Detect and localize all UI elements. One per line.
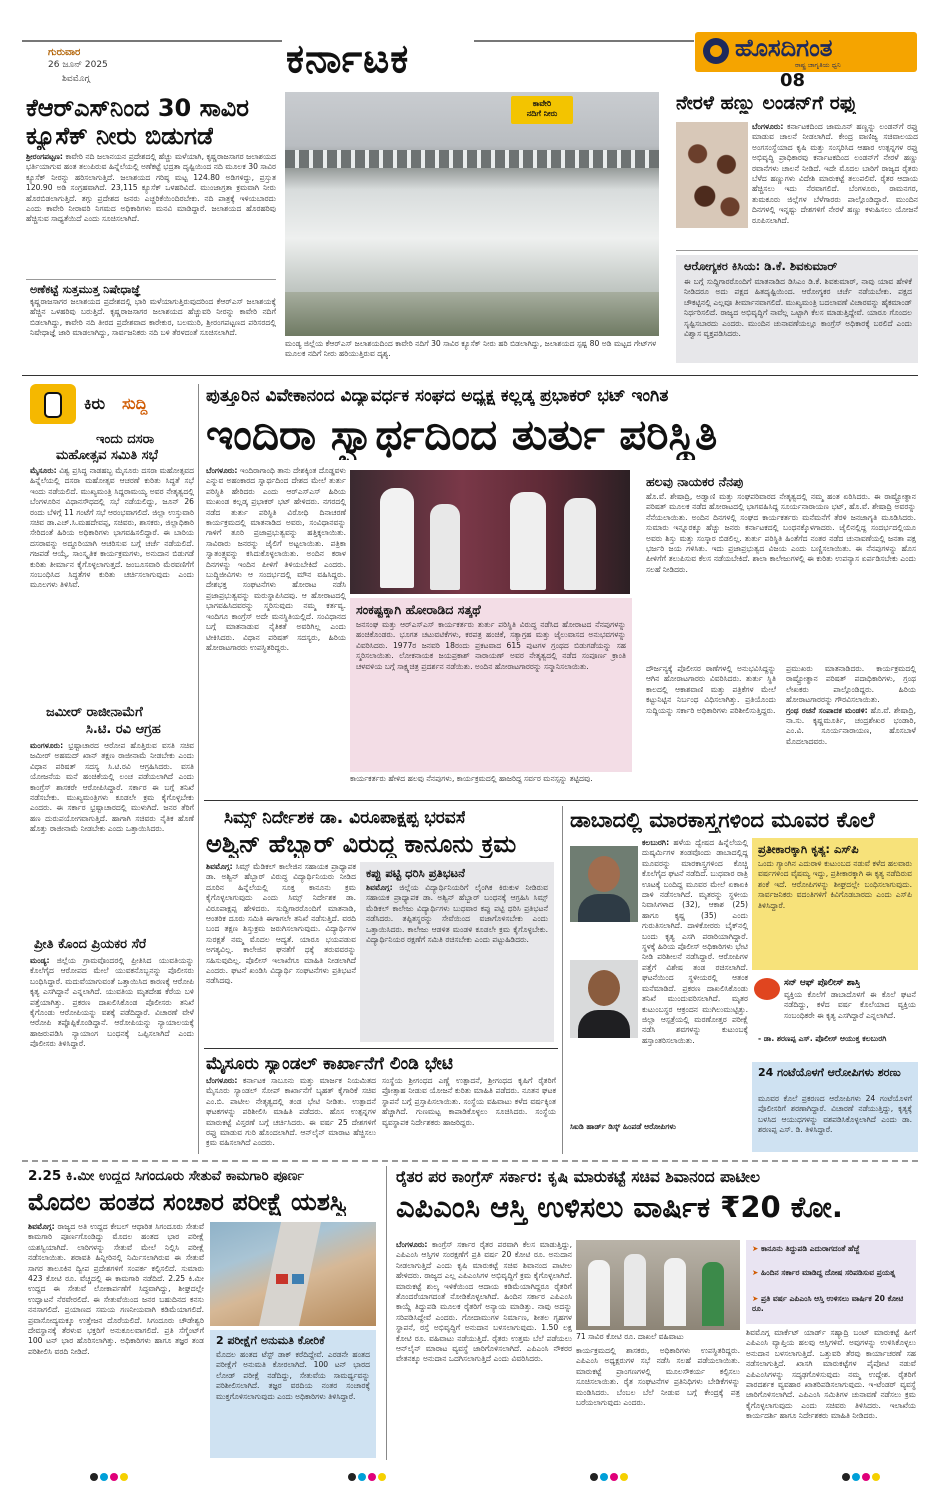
kiru-b3-text: ಜಿಲ್ಲೆಯ ಗ್ರಾಮವೊಂದರಲ್ಲಿ ಪ್ರೀತಿಸಿದ ಯುವತಿಯನ್ನು ಕೊಲೆಗೈದ ಆರೋಪದ ಮೇಲೆ ಯುವಕನೊಬ್ಬನನ್ನು ಪೊಲೀಸರು ಬಂಧಿಸಿದ್ದಾರೆ. ಮದುವೆಯಾಗುವಂತೆ ಒತ್ತಾಯಿಸಿದ ಕಾರಣಕ್ಕೆ ಆರೋಪಿ ಕೃತ್ಯ ಎಸಗಿದ್ದಾನೆ ಎನ್ನಲಾಗಿದೆ. ಯುವತಿಯ ಮೃತದೇಹ ಕೆರೆಯ ಬಳಿ ಪತ್ತೆಯಾಗಿತ್ತು. ಪ್ರಕರಣ ದಾಖಲಿಸಿಕೊಂಡ ಪೊಲೀಸರು ತನಿಖೆ ಕೈಗೊಂಡು ಆರೋಪಿಯನ್ನು ವಶಕ್ಕೆ ಪಡೆದಿದ್ದಾರೆ. ವಿಚಾರಣೆ ವೇಳೆ ಆರೋಪಿ ತಪ್ಪೊಪ್ಪಿಕೊಂಡಿದ್ದಾನೆ. ಆರೋಪಿಯನ್ನು ನ್ಯಾಯಾಲಯಕ್ಕೆ ಹಾಜರುಪಡಿಸಿ ನ್ಯಾಯಾಂಗ ಬಂಧನಕ್ಕೆ ಒಪ್ಪಿಸಲಾಗಿದೆ ಎಂದು ಪೊಲೀಸರು ತಿಳಿಸಿದ್ದಾರೆ. (30, 956, 194, 1049)
krs-dateline: ಶ್ರೀರಂಗಪಟ್ಟಣ: (26, 152, 63, 161)
photo-tag (511, 96, 573, 124)
halavu-body3 (786, 664, 916, 794)
indira-cont: ಕಾರ್ಯಕರ್ತರು ಹೇಳಿದ ಹಲವು ನೆನಪುಗಳು, ಕಾರ್ಯಕ್ರಮದಲ್ಲಿ ಹಾಜರಿದ್ದ ಸರ್ವರ ಮನಸ್ಸನ್ನು ತಟ್ಟಿದವು. (350, 774, 593, 783)
bullet-arrow-icon: ➤ (752, 1244, 759, 1253)
kirusuddi-label-2: ಸುದ್ದಿ (122, 394, 148, 413)
nerale-headline: ನೇರಳೆ ಹಣ್ಣು ಲಂಡನ್‌ಗೆ ರಫ್ತು (676, 92, 857, 114)
row-divider-1 (22, 375, 918, 376)
dk-box (676, 255, 918, 363)
kiru-column-rule (198, 384, 199, 1154)
bridge-caption-head: 2 ಪರೀಕ್ಷೆಗೆ ಅನುಮತಿ ಕೋರಿಕೆ (216, 1334, 325, 1347)
kiru-d1: ಮೈಸೂರು: (30, 466, 57, 475)
registration-dots-3 (590, 1466, 630, 1485)
bullet-arrow-icon: ➤ (752, 1294, 759, 1303)
apmc-body2: ಕಾರ್ಯಕ್ರಮದಲ್ಲಿ ಶಾಸಕರು, ಅಧಿಕಾರಿಗಳು ಉಪಸ್ಥಿತರಿದ್ದರು. ಎಪಿಎಂಸಿ ಅಧ್ಯಕ್ಷರುಗಳ ಸಭೆ ನಡೆಸಿ ಸಲಹೆ ಪಡೆಯಲಾಯಿತು. ಮಾರುಕಟ್ಟೆ ಪ್ರಾಂಗಣಗಳಲ್ಲಿ ಮೂಲಸೌಕರ್ಯ ಕಲ್ಪಿಸಲು ಸೂಚಿಸಲಾಯಿತು. ರೈತ ಸಂಘಟನೆಗಳ ಪ್ರತಿನಿಧಿಗಳು ಬೇಡಿಕೆಗಳನ್ನು ಮಂಡಿಸಿದರು. ಬೆಂಬಲ ಬೆಲೆ ನೀಡುವ ಬಗ್ಗೆ ಕೇಂದ್ರಕ್ಕೆ ಪತ್ರ ಬರೆಯಲಾಗುವುದು ಎಂದರು. (576, 1346, 740, 1408)
kirusuddi-label-1: ಕಿರು (84, 394, 106, 413)
simms-protest-box (360, 862, 554, 1042)
sangha-body: ಜನಸಂಘ ಮತ್ತು ಆರ್‌ಎಸ್‌ಎಸ್ ಕಾರ್ಯಕರ್ತರು ತುರ್ತು ಪರಿಸ್ಥಿತಿ ವಿರುದ್ಧ ನಡೆಸಿದ ಹೋರಾಟದ ನೆನಪುಗಳನ್ನು ಹಂಚಿಕೊಂಡರು. ಭೂಗತ ಚಟುವಟಿಕೆಗಳು, ಕರಪತ್ರ ಹಂಚಿಕೆ, ಸತ್ಯಾಗ್ರಹ ಮತ್ತು ಜೈಲುವಾಸದ ಅನುಭವಗಳನ್ನು ವಿವರಿಸಿದರು. 1977ರ ಜನವರಿ 18ರಂದು ಪ್ರಕಟವಾದ 615 ಪುಟಗಳ ಗ್ರಂಥದ ಬಿಡುಗಡೆಯನ್ನು ಸಹ ಸ್ಮರಿಸಲಾಯಿತು. ಲೋಕನಾಯಕ ಜಯಪ್ರಕಾಶ್ ನಾರಾಯಣ್ ಅವರ ನೇತೃತ್ವದಲ್ಲಿ ನಡೆದ ಸಂಪೂರ್ಣ ಕ್ರಾಂತಿ ಚಳವಳಿಯ ಬಗ್ಗೆ ಸಾಕ್ಷ್ಯಚಿತ್ರ ಪ್ರದರ್ಶನ ನಡೆಯಿತು. ಅಂದಿನ ಹೋರಾಟಗಾರರನ್ನು ಸನ್ಮಾನಿಸಲಾಯಿತು. (356, 620, 626, 671)
speech-bubble-icon (754, 978, 780, 1000)
son-of-police-head: ಸನ್ ಆಫ್ ಪೊಲೀಸ್ ಶಾಸ್ತಿ (784, 978, 861, 988)
dhaba-dateline: ಕಲಬುರಗಿ: (642, 838, 670, 847)
apmc-body (396, 1240, 572, 1458)
kiru-h3: ಪ್ರೀತಿ ಕೊಂದ ಪ್ರಿಯಕರ ಸೆರೆ (34, 937, 147, 952)
dhaba-headline: ಡಾಬಾದಲ್ಲಿ ಮಾರಕಾಸ್ತ್ರಗಳಿಂದ ಮೂವರ ಕೊಲೆ (570, 808, 875, 832)
kiru-d3: ಮಂಡ್ಯ: (30, 956, 50, 965)
kiru-h2b: ಸಿ.ಟಿ. ರವಿ ಆಗ್ರಹ (86, 722, 161, 737)
indira-body-text: ಇಂದಿರಾಗಾಂಧಿ ತಾನು ದೇಶಕ್ಕಿಂತ ದೊಡ್ಡವಳು ಎನ್ನುವ ಅಹಂಕಾರದ ಸ್ವಾರ್ಥದಿಂದ ದೇಶದ ಮೇಲೆ ತುರ್ತು ಪರಿಸ್ಥಿತಿ ಹೇರಿದರು ಎಂದು ಆರ್‌ಎಸ್‌ಎಸ್ ಹಿರಿಯ ಮುಖಂಡ ಕಲ್ಲಡ್ಕ ಪ್ರಭಾಕರ್ ಭಟ್ ಹೇಳಿದರು. ನಗರದಲ್ಲಿ ನಡೆದ ತುರ್ತು ಪರಿಸ್ಥಿತಿ ವಿರೋಧಿ ದಿನಾಚರಣೆ ಕಾರ್ಯಕ್ರಮದಲ್ಲಿ ಮಾತನಾಡಿದ ಅವರು, ಸಂವಿಧಾನವನ್ನು ಗಾಳಿಗೆ ತೂರಿ ಪ್ರಜಾಪ್ರಭುತ್ವವನ್ನು ಹತ್ತಿಕ್ಕಲಾಯಿತು. ಸಾವಿರಾರು ಜನರನ್ನು ಜೈಲಿಗೆ ಅಟ್ಟಲಾಯಿತು. ಪತ್ರಿಕಾ ಸ್ವಾತಂತ್ರ್ಯವನ್ನು ಕಸಿದುಕೊಳ್ಳಲಾಯಿತು. ಅಂದಿನ ಕರಾಳ ದಿನಗಳನ್ನು ಇಂದಿನ ಪೀಳಿಗೆ ತಿಳಿಯಬೇಕಿದೆ ಎಂದರು. ಬುದ್ಧಿಜೀವಿಗಳು ಆ ಸಂದರ್ಭದಲ್ಲಿ ಮೌನ ವಹಿಸಿದ್ದರು. ದೇಶಭಕ್ತ ಸಂಘಟನೆಗಳು ಹೋರಾಟ ನಡೆಸಿ ಪ್ರಜಾಪ್ರಭುತ್ವವನ್ನು ಮರುಸ್ಥಾಪಿಸಿದವು. ಆ ಹೋರಾಟದಲ್ಲಿ ಭಾಗವಹಿಸಿದವರನ್ನು ಸ್ಮರಿಸುವುದು ನಮ್ಮ ಕರ್ತವ್ಯ. ಇಂದಿಗೂ ಕಾಂಗ್ರೆಸ್ ಅದೇ ಮನಸ್ಥಿತಿಯಲ್ಲಿದೆ. ಸಂವಿಧಾನದ ಬಗ್ಗೆ ಮಾತನಾಡುವ ನೈತಿಕತೆ ಅವರಿಗಿಲ್ಲ ಎಂದು ಟೀಕಿಸಿದರು. ವಿಧಾನ ಪರಿಷತ್ ಸದಸ್ಯರು, ಹಿರಿಯ ಹೋರಾಟಗಾರರು ಉಪಸ್ಥಿತರಿದ್ದರು. (206, 466, 346, 652)
simms-box-body-text: ಜಿಲ್ಲೆಯ ವಿದ್ಯಾರ್ಥಿನಿಯರಿಗೆ ಲೈಂಗಿಕ ಕಿರುಕುಳ ನೀಡಿರುವ ಸಹಾಯಕ ಪ್ರಾಧ್ಯಾಪಕ ಡಾ. ಅಶ್ವಿನ್ ಹೆಬ್ಬಾರ್ ಬಂಧನಕ್ಕೆ ಆಗ್ರಹಿಸಿ ಸಿಮ್ಸ್ ಮೆಡಿಕಲ್ ಕಾಲೇಜು ವಿದ್ಯಾರ್ಥಿಗಳು ಬುಧವಾರ ಕಪ್ಪು ಪಟ್ಟಿ ಧರಿಸಿ ಪ್ರತಿಭಟನೆ ನಡೆಸಿದರು. ತಪ್ಪಿತಸ್ಥರನ್ನು ಸೇವೆಯಿಂದ ವಜಾಗೊಳಿಸಬೇಕು ಎಂದು ಒತ್ತಾಯಿಸಿದರು. ಕಾಲೇಜು ಆಡಳಿತ ಮಂಡಳಿ ಕೂಡಲೇ ಕ್ರಮ ಕೈಗೊಳ್ಳಬೇಕು. ವಿದ್ಯಾರ್ಥಿನಿಯರ ರಕ್ಷಣೆಗೆ ಸಮಿತಿ ರಚಿಸಬೇಕು ಎಂದು ಪಟ್ಟುಹಿಡಿದರು. (366, 883, 548, 945)
apmc-right-body: ಶಿವಮೊಗ್ಗ ಮಾರ್ಕೆಟ್ ಯಾರ್ಡ್ ಸಹ್ಯಾದ್ರಿ ಬಂಟ್ ಮಾರುಕಟ್ಟೆ ಹೀಗೆ ಎಪಿಎಂಸಿ ವ್ಯಾಪ್ತಿಯ ಹಲವು ಆಸ್ತಿಗಳಿವೆ. ಅವುಗಳನ್ನು ಉಳಿಸಿಕೊಳ್ಳಲು ಅನುದಾನ ಬಳಸಲಾಗುತ್ತಿದೆ. ಒತ್ತುವರಿ ತೆರವು ಕಾರ್ಯಾಚರಣೆ ಸಹ ನಡೆಸಲಾಗುತ್ತಿದೆ. ಖಾಸಗಿ ಮಾರುಕಟ್ಟೆಗಳ ಪೈಪೋಟಿ ನಡುವೆ ಎಪಿಎಂಸಿಗಳನ್ನು ಸದೃಢಗೊಳಿಸುವುದು ನಮ್ಮ ಉದ್ದೇಶ. ರೈತರಿಗೆ ಪಾರದರ್ಶಕ ವ್ಯವಹಾರ ಖಾತರಿಪಡಿಸಲಾಗುವುದು. ಇ-ಟೆಂಡರ್ ವ್ಯವಸ್ಥೆ ಜಾರಿಗೊಳಿಸಲಾಗಿದೆ. ಎಪಿಎಂಸಿ ಸಮಿತಿಗಳ ಚುನಾವಣೆ ನಡೆಸಲು ಕ್ರಮ ಕೈಗೊಳ್ಳಲಾಗುವುದು ಎಂದು ಸಚಿವರು ತಿಳಿಸಿದರು. ಇಲಾಖೆಯ ಕಾರ್ಯದರ್ಶಿ ಹಾಗೂ ನಿರ್ದೇಶಕರು ಮಾಹಿತಿ ನೀಡಿದರು. (746, 1328, 916, 1421)
sun-emblem-icon (703, 38, 729, 64)
masthead-day: ಗುರುವಾರ (48, 47, 81, 58)
kiru-b2-text: ಭ್ರಷ್ಟಾಚಾರದ ಆರೋಪ ಹೊತ್ತಿರುವ ವಸತಿ ಸಚಿವ ಜಮೀರ್ ಅಹಮದ್ ಖಾನ್ ತಕ್ಷಣ ರಾಜೀನಾಮೆ ನೀಡಬೇಕು ಎಂದು ವಿಧಾನ ಪರಿಷತ್ ಸದಸ್ಯ ಸಿ.ಟಿ.ರವಿ ಆಗ್ರಹಿಸಿದರು. ವಸತಿ ಯೋಜನೆಯ ಮನೆ ಹಂಚಿಕೆಯಲ್ಲಿ ಲಂಚ ಪಡೆಯಲಾಗಿದೆ ಎಂದು ಕಾಂಗ್ರೆಸ್ ಶಾಸಕರೇ ಆರೋಪಿಸಿದ್ದಾರೆ. ಸರ್ಕಾರ ಈ ಬಗ್ಗೆ ತನಿಖೆ ನಡೆಸಬೇಕು. ಮುಖ್ಯಮಂತ್ರಿಗಳು ಕೂಡಲೇ ಕ್ರಮ ಕೈಗೊಳ್ಳಬೇಕು ಎಂದರು. ಈ ಸರ್ಕಾರ ಭ್ರಷ್ಟಾಚಾರದಲ್ಲಿ ಮುಳುಗಿದೆ. ಜನರ ತೆರಿಗೆ ಹಣ ದುರುಪಯೋಗವಾಗುತ್ತಿದೆ. ಹಾಗಾಗಿ ಸಚಿವರು ನೈತಿಕ ಹೊಣೆ ಹೊತ್ತು ರಾಜೀನಾಮೆ ನೀಡಬೇಕು ಎಂದು ಒತ್ತಾಯಿಸಿದರು. (30, 741, 194, 834)
krs-headline-1: ಕೆಆರ್‌ಎಸ್‌ನಿಂದ 30 ಸಾವಿರ (26, 94, 249, 122)
halavu-body2: ದೌರ್ಜನ್ಯಕ್ಕೆ ಪೊಲೀಸರ ಠಾಣೆಗಳಲ್ಲಿ ಅನುಭವಿಸಿದ್ದನ್ನು ಆಗಿನ ಹೋರಾಟಗಾರರು ವಿವರಿಸಿದರು. ತುರ್ತು ಸ್ಥಿತಿ ಕಾಲದಲ್ಲಿ ಆಕಾಶವಾಣಿ ಮತ್ತು ಪತ್ರಿಕೆಗಳ ಮೇಲೆ ಕಟ್ಟುನಿಟ್ಟಿನ ನಿರ್ಬಂಧ ವಿಧಿಸಲಾಗಿತ್ತು. ಪ್ರತಿಯೊಂದು ಸುದ್ದಿಯನ್ನು ಸರ್ಕಾರಿ ಅಧಿಕಾರಿಗಳು ಪರಿಶೀಲಿಸುತ್ತಿದ್ದರು. (646, 664, 776, 715)
accused-photo-2 (570, 960, 638, 1038)
kiru-b1-text: ವಿಶ್ವ ಪ್ರಸಿದ್ಧ ನಾಡಹಬ್ಬ ಮೈಸೂರು ದಸರಾ ಮಹೋತ್ಸವದ ಹಿನ್ನೆಲೆಯಲ್ಲಿ ದಸರಾ ಮಹೋತ್ಸವ ಆಚರಣೆ ಕುರಿತು ಸಿದ್ಧತೆ ಸಭೆ ಇಂದು ನಡೆಯಲಿದೆ. ಮುಖ್ಯಮಂತ್ರಿ ಸಿದ್ದರಾಮಯ್ಯ ಅವರ ನೇತೃತ್ವದಲ್ಲಿ ಬೆಂಗಳೂರಿನ ವಿಧಾನಸೌಧದಲ್ಲಿ ಸಭೆ ನಡೆಯಲಿದ್ದು, ಜೂನ್ 26 ರಂದು ಬೆಳಿಗ್ಗೆ 11 ಗಂಟೆಗೆ ಸಭೆ ಆರಂಭವಾಗಲಿದೆ. ಜಿಲ್ಲಾ ಉಸ್ತುವಾರಿ ಸಚಿವ ಡಾ.ಎಚ್.ಸಿ.ಮಹದೇವಪ್ಪ, ಸಚಿವರು, ಶಾಸಕರು, ಜಿಲ್ಲಾಧಿಕಾರಿ ಸೇರಿದಂತೆ ಹಿರಿಯ ಅಧಿಕಾರಿಗಳು ಭಾಗವಹಿಸಲಿದ್ದಾರೆ. ಈ ಬಾರಿಯ ದಸರಾವನ್ನು ಅದ್ದೂರಿಯಾಗಿ ಆಚರಿಸುವ ಬಗ್ಗೆ ಚರ್ಚೆ ನಡೆಯಲಿದೆ. ಗಜಪಡೆ ಆಯ್ಕೆ, ಸಾಂಸ್ಕೃತಿಕ ಕಾರ್ಯಕ್ರಮಗಳು, ಅನುದಾನ ಬಿಡುಗಡೆ ಕುರಿತು ತೀರ್ಮಾನ ಕೈಗೊಳ್ಳಲಾಗುತ್ತದೆ. ಜಂಬೂಸವಾರಿ ಮೆರವಣಿಗೆಗೆ ಸಂಬಂಧಿಸಿದ ಸಿದ್ಧತೆಗಳ ಕುರಿತು ಚರ್ಚಿಸಲಾಗುವುದು ಎಂದು ಮೂಲಗಳು ತಿಳಿಸಿವೆ. (30, 466, 194, 590)
dam-gates (285, 150, 659, 168)
apmc-bullet-box (746, 1240, 916, 1324)
bridge-headline-1: 2.25 ಕಿ.ಮೀ ಉದ್ದದ ಸಿಗಂದೂರು ಸೇತುವೆ ಕಾಮಗಾರಿ ಪೂರ್ಣ (28, 1168, 305, 1184)
sp-box-head: ಪ್ರತೀಕಾರಕ್ಕಾಗಿ ಕೃತ್ಯ: ಎಸ್‌ಪಿ (758, 842, 859, 856)
photo-tag-line2: ನದಿಗೆ ನೀರು (526, 109, 558, 118)
registration-dots-1 (90, 1466, 130, 1485)
registration-dots-2 (348, 1466, 388, 1485)
masthead-date: 26 ಜೂನ್ 2025 (48, 60, 108, 70)
bridge-caption-box (210, 1330, 376, 1458)
masthead-rule (22, 40, 282, 42)
indira-headline: ಇಂದಿರಾ ಸ್ವಾರ್ಥದಿಂದ ತುರ್ತು ಪರಿಸ್ಥಿತಿ (206, 410, 718, 459)
halavu-body3-text: ಪ್ರಮುಖರು ಮಾತನಾಡಿದರು. ಕಾರ್ಯಕ್ರಮದಲ್ಲಿ ರಾಷ್ಟ್ರೋತ್ಥಾನ ಪರಿಷತ್ ಪದಾಧಿಕಾರಿಗಳು, ಗ್ರಂಥ ಲೇಖಕರು ಪಾಲ್ಗೊಂಡಿದ್ದರು. ಹಿರಿಯ ಹೋರಾಟಗಾರರನ್ನು ಗೌರವಿಸಲಾಯಿತು. (786, 664, 916, 705)
jamun-photo (676, 122, 748, 228)
registration-dots-4 (842, 1466, 882, 1485)
surrender-head: 24 ಗಂಟೆಯೊಳಗೆ ಆರೋಪಿಗಳು ಶರಣು (758, 1066, 901, 1079)
kiru-d2: ಮಂಗಳೂರು: (30, 741, 64, 750)
mysore-body-text: ಕರ್ನಾಟಕ ಸಾಬೂನು ಮತ್ತು ಮಾರ್ಜಕ ನಿಯಮಿತದ ಮೈಸೂರು ಸ್ಯಾಂಡಲ್ ಸೋಪ್ ಕಾರ್ಖಾನೆಗೆ ಬೃಹತ್ ಕೈಗಾರಿಕೆ ಸಚಿವ ಎಂ.ಬಿ. ಪಾಟೀಲ ನೇತೃತ್ವದಲ್ಲಿ ತಂಡ ಭೇಟಿ ನೀಡಿತು. ಉತ್ಪಾದನೆ ಘಟಕಗಳನ್ನು ಪರಿಶೀಲಿಸಿ ಮಾಹಿತಿ ಪಡೆದರು. ಹೊಸ ಉತ್ಪನ್ನಗಳ ಮಾರುಕಟ್ಟೆ ವಿಸ್ತರಣೆ ಬಗ್ಗೆ ಚರ್ಚಿಸಿದರು. ಈ ವರ್ಷ 25 ದೇಶಗಳಿಗೆ ರಫ್ತು ಮಾಡುವ ಗುರಿ ಹೊಂದಲಾಗಿದೆ. ಆನ್‌ಲೈನ್ ಮಾರಾಟ ಹೆಚ್ಚಿಸಲು ಕ್ರಮ ವಹಿಸಲಾಗಿದೆ ಎಂದರು. (206, 1076, 376, 1148)
apmc-bullet-2-text: ಹಿಂದಿನ ಸರ್ಕಾರ ಮಾಡಿದ್ದ ದೋಷ ಸರಿಪಡಿಸುವ ಪ್ರಯತ್ನ (761, 1268, 896, 1277)
row-divider-2 (204, 800, 918, 801)
son-of-police-body: ವ್ಯಕ್ತಿಯ ಕೊಲೆಗೆ ಡಾಬಾದೊಳಗೆ ಈ ಕೊಲೆ ಘಟನೆ ನಡೆದಿದ್ದು, ಕಳೆದ ವರ್ಷ ಕೊಲೆಯಾದ ವ್ಯಕ್ತಿಯ ಸಂಬಂಧಿಕರೇ ಈ ಕೃತ್ಯ ಎಸಗಿದ್ದಾರೆ ಎನ್ನಲಾಗಿದೆ. (784, 990, 916, 1020)
page-number: 08 (780, 70, 806, 91)
dk-headline: ಆರೋಗ್ಯಕರ ಕಿಸಿಯ: ಡಿ.ಕೆ. ಶಿವಕುಮಾರ್ (684, 259, 838, 273)
krs-body-text: ಕಾವೇರಿ ನದಿ ಜಲಾನಯನ ಪ್ರದೇಶದಲ್ಲಿ ಹೆಚ್ಚು ಮಳೆಯಾಗಿ, ಕೃಷ್ಣರಾಜಸಾಗರ ಜಲಾಶಯದ ಭರ್ತಿಯಾಗುವ ಹಂತ ತಲುಪಿರುವ ಹಿನ್ನೆಲೆಯಲ್ಲಿ ಅಣೆಕಟ್ಟೆ ಭದ್ರತಾ ದೃಷ್ಟಿಯಿಂದ ನದಿ ಮೂಲಕ 30 ಸಾವಿರ ಕ್ಯೂಸೆಕ್ ನೀರನ್ನು ಹರಿಸಲಾಗುತ್ತಿದೆ. ಜಲಾಶಯದ ಗರಿಷ್ಠ ಮಟ್ಟ 124.80 ಅಡಿಗಳಿದ್ದು, ಪ್ರಸ್ತುತ 120.90 ಅಡಿ ಸಂಗ್ರಹವಾಗಿದೆ. 23,115 ಕ್ಯೂಸೆಕ್ ಒಳಹರಿವಿದೆ. ಮುಂಜಾಗ್ರತಾ ಕ್ರಮವಾಗಿ ನೀರು ಹೊರಬಿಡಲಾಗುತ್ತಿದೆ. ತಗ್ಗು ಪ್ರದೇಶದ ಜನರು ಎಚ್ಚರಿಕೆಯಿಂದಿರಬೇಕು. ನದಿ ಪಾತ್ರಕ್ಕೆ ಇಳಿಯಬಾರದು ಎಂದು ಕಾವೇರಿ ನೀರಾವರಿ ನಿಗಮದ ಅಧಿಕಾರಿಗಳು ಮನವಿ ಮಾಡಿದ್ದಾರೆ. ಜಲಾಶಯದ ಹೊರಹರಿವು ಹೆಚ್ಚಿಸುವ ಸಾಧ್ಯತೆಯಿದೆ ಎಂದು ಸೂಚಿಸಲಾಗಿದೆ. (26, 152, 276, 224)
nerale-body (752, 122, 918, 246)
mysore-body (206, 1076, 376, 1154)
son-of-police-box (752, 974, 918, 1058)
surrender-body: ಮೂವರ ಕೊಲೆ ಪ್ರಕರಣದ ಆರೋಪಿಗಳು 24 ಗಂಟೆಯೊಳಗೆ ಪೊಲೀಸರಿಗೆ ಶರಣಾಗಿದ್ದಾರೆ. ವಿಚಾರಣೆ ನಡೆಯುತ್ತಿದ್ದು, ಕೃತ್ಯಕ್ಕೆ ಬಳಸಿದ ಆಯುಧಗಳನ್ನು ವಶಪಡಿಸಿಕೊಳ್ಳಲಾಗಿದೆ ಎಂದು ಡಾ. ಶರಣಪ್ಪ ಎಸ್. ಡಿ. ತಿಳಿಸಿದ್ದಾರೆ. (758, 1094, 912, 1135)
apmc-bullet-1-text: ಕಾನೂನು ತಿದ್ದುಪಡಿ ಎದುರಾಗದಂತೆ ಹೆಜ್ಜೆ (761, 1244, 860, 1253)
indira-dateline: ಬೆಂಗಳೂರು: (206, 466, 238, 475)
dhaba-body-text: ಹಳೆಯ ದ್ವೇಷದ ಹಿನ್ನೆಲೆಯಲ್ಲಿ ದುಷ್ಕರ್ಮಿಗಳ ತಂಡವೊಂದು ಡಾಬಾದಲ್ಲಿದ್ದ ಮೂವರನ್ನು ಮಾರಕಾಸ್ತ್ರಗಳಿಂದ ಕೊಚ್ಚಿ ಕೊಲೆಗೈದ ಘಟನೆ ನಡೆದಿದೆ. ಬುಧವಾರ ರಾತ್ರಿ ಊಟಕ್ಕೆ ಬಂದಿದ್ದ ಮೂವರ ಮೇಲೆ ಏಕಾಏಕಿ ದಾಳಿ ನಡೆಸಲಾಗಿದೆ. ಮೃತರನ್ನು ಸ್ಥಳೀಯ ನಿವಾಸಿಗಳಾದ (32), ಆಕಾಶ (25) ಹಾಗೂ ಕೃಷ್ಣ (35) ಎಂದು ಗುರುತಿಸಲಾಗಿದೆ. ದಾಳಿಕೋರರು ಬೈಕ್‌ನಲ್ಲಿ ಬಂದು ಕೃತ್ಯ ಎಸಗಿ ಪರಾರಿಯಾಗಿದ್ದಾರೆ. ಸ್ಥಳಕ್ಕೆ ಹಿರಿಯ ಪೊಲೀಸ್ ಅಧಿಕಾರಿಗಳು ಭೇಟಿ ನೀಡಿ ಪರಿಶೀಲನೆ ನಡೆಸಿದ್ದಾರೆ. ಆರೋಪಿಗಳ ಪತ್ತೆಗೆ ವಿಶೇಷ ತಂಡ ರಚಿಸಲಾಗಿದೆ. ಘಟನೆಯಿಂದ ಸ್ಥಳೀಯರಲ್ಲಿ ಆತಂಕ ಮನೆಮಾಡಿದೆ. ಪ್ರಕರಣ ದಾಖಲಿಸಿಕೊಂಡು ತನಿಖೆ ಮುಂದುವರಿಸಲಾಗಿದೆ. ಮೃತರ ಕುಟುಂಬಸ್ಥರ ಆಕ್ರಂದನ ಮುಗಿಲುಮುಟ್ಟಿತ್ತು. ಜಿಲ್ಲಾ ಆಸ್ಪತ್ರೆಯಲ್ಲಿ ಮರಣೋತ್ತರ ಪರೀಕ್ಷೆ ನಡೆಸಿ ಶವಗಳನ್ನು ಕುಟುಂಬಕ್ಕೆ ಹಸ್ತಾಂತರಿಸಲಾಯಿತು. (642, 838, 748, 1045)
apmc-bullet-3 (752, 1294, 912, 1320)
sangha-head: ಸಂಕಷ್ಟಕ್ಕಾಗಿ ಹೋರಾಡಿದ ಸತ್ಕಥೆ (356, 602, 481, 617)
apmc-kicker: ರೈತರ ಪರ ಕಾಂಗ್ರೆಸ್ ಸರ್ಕಾರ: ಕೃಷಿ ಮಾರುಕಟ್ಟೆ ಸಚಿವ ಶಿವಾನಂದ ಪಾಟೀಲ (396, 1168, 761, 1186)
nerale-divider (676, 250, 918, 251)
indira-event-photo (350, 470, 630, 594)
apmc-bullet-1 (752, 1244, 912, 1268)
river-bank (285, 292, 659, 336)
bridge-body-text: ರಾಜ್ಯದ ಅತಿ ಉದ್ದದ ಕೇಬಲ್ ಆಧಾರಿತ ಸಿಗಂದೂರು ಸೇತುವೆ ಕಾಮಗಾರಿ ಪೂರ್ಣಗೊಂಡಿದ್ದು ಮೊದಲ ಹಂತದ ಭಾರ ಪರೀಕ್ಷೆ ಯಶಸ್ವಿಯಾಗಿದೆ. ಲಾರಿಗಳನ್ನು ಸೇತುವೆ ಮೇಲೆ ನಿಲ್ಲಿಸಿ ಪರೀಕ್ಷೆ ನಡೆಸಲಾಯಿತು. ಶರಾವತಿ ಹಿನ್ನೀರಿನಲ್ಲಿ ನಿರ್ಮಿಸಲಾಗಿರುವ ಈ ಸೇತುವೆ ಸಾಗರ ತಾಲೂಕಿನ ದ್ವೀಪ ಪ್ರದೇಶಗಳಿಗೆ ಸಂಪರ್ಕ ಕಲ್ಪಿಸಲಿದೆ. ಸುಮಾರು 423 ಕೋಟಿ ರೂ. ವೆಚ್ಚದಲ್ಲಿ ಈ ಕಾಮಗಾರಿ ನಡೆದಿದೆ. 2.25 ಕಿ.ಮೀ ಉದ್ದದ ಈ ಸೇತುವೆ ಲೋಕಾರ್ಪಣೆಗೆ ಸಿದ್ಧವಾಗಿದ್ದು, ಶೀಘ್ರದಲ್ಲೇ ಉದ್ಘಾಟನೆ ನೆರವೇರಲಿದೆ. ಈ ಸೇತುವೆಯಿಂದ ಜನರ ಬಹುದಿನದ ಕನಸು ನನಸಾಗಲಿದೆ. ಪ್ರಯಾಣದ ಸಮಯ ಗಣನೀಯವಾಗಿ ಕಡಿಮೆಯಾಗಲಿದೆ. ಪ್ರವಾಸೋದ್ಯಮಕ್ಕೂ ಉತ್ತೇಜನ ದೊರೆಯಲಿದೆ. ಸಿಗಂದೂರು ಚೌಡೇಶ್ವರಿ ದೇವಸ್ಥಾನಕ್ಕೆ ತೆರಳುವ ಭಕ್ತರಿಗೆ ಅನುಕೂಲವಾಗಲಿದೆ. ಪ್ರತಿ ಸೆಗ್ಮೆಂಟ್‌ಗೆ 100 ಟನ್ ಭಾರ ಹೊರಿಸಲಾಗಿತ್ತು. ಅಧಿಕಾರಿಗಳು ಹಾಗೂ ತಜ್ಞರ ತಂಡ ಪರಿಶೀಲಿಸಿ ವರದಿ ನೀಡಿದೆ. (28, 1222, 204, 1356)
masthead-rule-right (474, 40, 694, 42)
halavu-headline: ಹಲವು ನಾಯಕರ ನೆನಪು (646, 474, 744, 489)
mysore-headline: ಮೈಸೂರು ಸ್ಯಾಂಡಲ್ ಕಾರ್ಖಾನೆಗೆ ಲಿಂಡಿ ಭೇಟಿ (206, 1054, 454, 1074)
bridge-headline-2: ಮೊದಲ ಹಂತದ ಸಂಚಾರ ಪರೀಕ್ಷೆ ಯಶಸ್ವಿ (28, 1188, 347, 1216)
apmc-bullet-3-text: ಪ್ರತಿ ವರ್ಷ ಎಪಿಎಂಸಿ ಆಸ್ತಿ ಉಳಿಸಲು ವಾರ್ಷಿಕ 20 ಕೋಟಿ ರೂ. (752, 1294, 904, 1313)
indira-body (206, 466, 346, 784)
grantha-body: ಹೊ.ವೆ. ಶೇಷಾದ್ರಿ, ನಾ.ಸು. ಕೃಷ್ಣಮೂರ್ತಿ, ಚಂದ್ರಶೇಖರ ಭಂಡಾರಿ, ಎಂ.ವಿ. ಸೂರ್ಯನಾರಾಯಣ, ಹೊಸಬಾಳೆ ಮೊದಲಾದವರು. (786, 705, 916, 746)
mysore-divider (204, 1048, 558, 1049)
nerale-body-text: ಕರ್ನಾಟಕದಿಂದ ಜಾಮೂನ್ ಹಣ್ಣನ್ನು ಲಂಡನ್‌ಗೆ ರಫ್ತು ಮಾಡುವ ಚಾಲನೆ ನೀಡಲಾಗಿದೆ. ಕೇಂದ್ರ ವಾಣಿಜ್ಯ ಸಚಿವಾಲಯದ ಅಂಗಸಂಸ್ಥೆಯಾದ ಕೃಷಿ ಮತ್ತು ಸಂಸ್ಕರಿಸಿದ ಆಹಾರ ಉತ್ಪನ್ನಗಳ ರಫ್ತು ಅಭಿವೃದ್ಧಿ ಪ್ರಾಧಿಕಾರವು ಕರ್ನಾಟಕದಿಂದ ಲಂಡನ್‌ಗೆ ನೇರಳೆ ಹಣ್ಣು ರವಾನೆಗಳು ಚಾಲನೆ ನೀಡಿದೆ. ಇದೇ ಮೊದಲ ಬಾರಿಗೆ ರಾಜ್ಯದ ರೈತರು ಬೆಳೆದ ಹಣ್ಣುಗಳು ವಿದೇಶಿ ಮಾರುಕಟ್ಟೆ ತಲುಪಲಿವೆ. ರೈತರ ಆದಾಯ ಹೆಚ್ಚಿಸಲು ಇದು ನೆರವಾಗಲಿದೆ. ಬೆಂಗಳೂರು, ರಾಮನಗರ, ತುಮಕೂರು ಜಿಲ್ಲೆಗಳ ಬೆಳೆಗಾರರು ಪಾಲ್ಗೊಂಡಿದ್ದಾರೆ. ಮುಂದಿನ ದಿನಗಳಲ್ಲಿ ಇನ್ನಷ್ಟು ದೇಶಗಳಿಗೆ ನೇರಳೆ ಹಣ್ಣು ಕಳುಹಿಸಲು ಯೋಜನೆ ರೂಪಿಸಲಾಗಿದೆ. (752, 122, 918, 225)
simms-dateline: ಶಿವಮೊಗ್ಗ: (206, 862, 233, 871)
kiru-h2a: ಜಮೀರ್ ರಾಜೀನಾಮೆಗೆ (46, 705, 143, 720)
kiru-b1 (30, 466, 194, 698)
apmc-body-text: ಕಾಂಗ್ರೆಸ್ ಸರ್ಕಾರ ರೈತರ ಪರವಾಗಿ ಕೆಲಸ ಮಾಡುತ್ತಿದ್ದು, ಎಪಿಎಂಸಿ ಆಸ್ತಿಗಳ ಸಂರಕ್ಷಣೆಗೆ ಪ್ರತಿ ವರ್ಷ 20 ಕೋಟಿ ರೂ. ಅನುದಾನ ನೀಡಲಾಗುತ್ತಿದೆ ಎಂದು ಕೃಷಿ ಮಾರುಕಟ್ಟೆ ಸಚಿವ ಶಿವಾನಂದ ಪಾಟೀಲ ಹೇಳಿದರು. ರಾಜ್ಯದ ಎಲ್ಲ ಎಪಿಎಂಸಿಗಳ ಅಭಿವೃದ್ಧಿಗೆ ಕ್ರಮ ಕೈಗೊಳ್ಳಲಾಗಿದೆ. ಮಾರುಕಟ್ಟೆ ಶುಲ್ಕ ಇಳಿಕೆಯಿಂದ ಆದಾಯ ಕಡಿಮೆಯಾಗಿದ್ದರೂ ರೈತರಿಗೆ ತೊಂದರೆಯಾಗದಂತೆ ನೋಡಿಕೊಳ್ಳಲಾಗಿದೆ. ಹಿಂದಿನ ಸರ್ಕಾರ ಎಪಿಎಂಸಿ ಕಾಯ್ದೆ ತಿದ್ದುಪಡಿ ಮೂಲಕ ರೈತರಿಗೆ ಅನ್ಯಾಯ ಮಾಡಿತ್ತು. ನಾವು ಅದನ್ನು ಸರಿಪಡಿಸಿದ್ದೇವೆ ಎಂದರು. ಗೋದಾಮುಗಳ ನಿರ್ಮಾಣ, ಶೀತಲ ಗೃಹಗಳ ಸ್ಥಾಪನೆ, ರಸ್ತೆ ಅಭಿವೃದ್ಧಿಗೆ ಅನುದಾನ ಬಳಸಲಾಗುವುದು. 1.50 ಲಕ್ಷ ಕೋಟಿ ರೂ. ವಹಿವಾಟು ನಡೆಯುತ್ತಿದೆ. ರೈತರು ಉತ್ತಮ ಬೆಲೆ ಪಡೆಯಲು ಆನ್‌ಲೈನ್ ಮಾರಾಟ ವ್ಯವಸ್ಥೆ ಜಾರಿಗೊಳಿಸಲಾಗಿದೆ. ಎಪಿಎಂಸಿ ನೌಕರರ ವೇತನಕ್ಕೂ ಅನುದಾನ ಒದಗಿಸಲಾಗುತ್ತಿದೆ ಎಂದು ವಿವರಿಸಿದರು. (396, 1240, 572, 1364)
indira-kicker: ಪುತ್ತೂರಿನ ವಿವೇಕಾನಂದ ವಿದ್ಯಾವರ್ಧಕ ಸಂಘದ ಅಧ್ಯಕ್ಷ ಕಲ್ಲಡ್ಕ ಪ್ರಭಾಕರ್ ಭಟ್ ಇಂಗಿತ (206, 386, 669, 406)
krs-sub-head: ಅಣೆಕಟ್ಟೆ ಸುತ್ತಮುತ್ತ ನಿಷೇಧಾಜ್ಞೆ (30, 283, 141, 296)
dk-body: ಈ ಬಗ್ಗೆ ಸುದ್ದಿಗಾರರೊಂದಿಗೆ ಮಾತನಾಡಿದ ಡಿಸಿಎಂ ಡಿ.ಕೆ. ಶಿವಕುಮಾರ್, ನಾವು ಯಾವ ಹೇಳಿಕೆ ನೀಡಿದರೂ ಅದು ಪಕ್ಷದ ಹಿತದೃಷ್ಟಿಯಿಂದ. ಆರೋಗ್ಯಕರ ಚರ್ಚೆ ನಡೆಯಬೇಕು. ಪಕ್ಷದ ಚೌಕಟ್ಟಿನಲ್ಲಿ ಎಲ್ಲವೂ ತೀರ್ಮಾನವಾಗಲಿದೆ. ಮುಖ್ಯಮಂತ್ರಿ ಬದಲಾವಣೆ ವಿಚಾರವನ್ನು ಹೈಕಮಾಂಡ್ ನಿರ್ಧರಿಸಲಿದೆ. ರಾಜ್ಯದ ಅಭಿವೃದ್ಧಿಗೆ ನಾವೆಲ್ಲ ಒಟ್ಟಾಗಿ ಕೆಲಸ ಮಾಡುತ್ತಿದ್ದೇವೆ. ಯಾರೂ ಗೊಂದಲ ಸೃಷ್ಟಿಸಬಾರದು ಎಂದರು. ಮುಂದಿನ ಚುನಾವಣೆಯಲ್ಲೂ ಕಾಂಗ್ರೆಸ್ ಅಧಿಕಾರಕ್ಕೆ ಬರಲಿದೆ ಎಂದು ವಿಶ್ವಾಸ ವ್ಯಕ್ತಪಡಿಸಿದರು. (684, 277, 912, 339)
simms-body-text: ಸಿಮ್ಸ್ ಮೆಡಿಕಲ್ ಕಾಲೇಜಿನ ಸಹಾಯಕ ಪ್ರಾಧ್ಯಾಪಕ ಡಾ. ಅಶ್ವಿನ್ ಹೆಬ್ಬಾರ್ ವಿರುದ್ಧ ವಿದ್ಯಾರ್ಥಿನಿಯರು ನೀಡಿದ ದೂರಿನ ಹಿನ್ನೆಲೆಯಲ್ಲಿ ಸೂಕ್ತ ಕಾನೂನು ಕ್ರಮ ಕೈಗೊಳ್ಳಲಾಗುವುದು ಎಂದು ಸಿಮ್ಸ್ ನಿರ್ದೇಶಕ ಡಾ. ವಿರೂಪಾಕ್ಷಪ್ಪ ಹೇಳಿದರು. ಸುದ್ದಿಗಾರರೊಂದಿಗೆ ಮಾತನಾಡಿ, ಆಂತರಿಕ ದೂರು ಸಮಿತಿ ಈಗಾಗಲೇ ತನಿಖೆ ನಡೆಸುತ್ತಿದೆ. ವರದಿ ಬಂದ ತಕ್ಷಣ ಶಿಸ್ತುಕ್ರಮ ಜರುಗಿಸಲಾಗುವುದು. ವಿದ್ಯಾರ್ಥಿಗಳ ಸುರಕ್ಷತೆ ನಮ್ಮ ಮೊದಲ ಆದ್ಯತೆ. ಯಾರೂ ಭಯಪಡುವ ಅಗತ್ಯವಿಲ್ಲ. ಕಾಲೇಜಿನ ಘನತೆಗೆ ಧಕ್ಕೆ ತರುವವರನ್ನು ಸಹಿಸುವುದಿಲ್ಲ. ಪೊಲೀಸ್ ಇಲಾಖೆಗೂ ಮಾಹಿತಿ ನೀಡಲಾಗಿದೆ ಎಂದರು. ಘಟನೆ ಖಂಡಿಸಿ ವಿದ್ಯಾರ್ಥಿ ಸಂಘಟನೆಗಳು ಪ್ರತಿಭಟನೆ ನಡೆಸಿದವು. (206, 862, 356, 986)
apmc-bullet-2 (752, 1268, 912, 1292)
krs-body (26, 152, 276, 276)
dhaba-column-rule (562, 806, 563, 1154)
son-of-police-credit: - ಡಾ. ಶರಣಪ್ಪ ಎಸ್. ಪೊಲೀಸ್ ಆಯುಕ್ತ ಕಲಬುರಗಿ (758, 1034, 887, 1043)
paper-tagline: ರಾಷ್ಟ್ರ ಜಾಗೃತಿಯ ಧ್ವನಿ (795, 61, 841, 69)
krs-divider (26, 279, 276, 280)
nerale-dateline: ಬೆಂಗಳೂರು: (752, 122, 784, 131)
sangha-box (350, 598, 632, 772)
kiru-h1b: ಮಹೋತ್ಸವ ಸಮಿತಿ ಸಭೆ (56, 448, 158, 463)
dam-photo (285, 92, 659, 336)
accused-photo-1 (570, 846, 638, 922)
section-dashed-divider (22, 1160, 918, 1162)
grantha-head: ಗ್ರಂಥ ರಚನೆ ಸಂಪಾದಕ ಮಂಡಳಿ: (786, 705, 868, 715)
apmc-photo (576, 1240, 740, 1330)
kirusuddi-banner (26, 384, 194, 426)
dhaba-photo-caption: ಸಿಐಡಿ ಹಾರ್ಡ್ ಡಿಸ್ಕ್ ಹಿಂಪಡೆ ಆರೋಪಿಗಳು (570, 1122, 676, 1131)
kiru-b2 (30, 741, 194, 923)
simms-box-head: ಕಪ್ಪು ಪಟ್ಟಿ ಧರಿಸಿ ಪ್ರತಿಭಟನೆ (366, 866, 465, 880)
paper-name: ಹೊಸದಿಗಂತ (735, 34, 833, 62)
kiru-b3 (30, 956, 194, 1152)
paper-logo (695, 32, 917, 72)
simms-box-body (366, 883, 548, 1039)
section-title: ಕರ್ನಾಟಕ (286, 36, 410, 82)
krs-sub-body: ಕೃಷ್ಣರಾಜಸಾಗರ ಜಲಾಶಯದ ಪ್ರದೇಶದಲ್ಲಿ ಭಾರಿ ಮಳೆಯಾಗುತ್ತಿರುವುದರಿಂದ ಕೆಆರ್‌ಎಸ್ ಜಲಾಶಯಕ್ಕೆ ಹೆಚ್ಚಿನ ಒಳಹರಿವು ಬರುತ್ತಿದೆ. ಕೃಷ್ಣರಾಜಸಾಗರ ಜಲಾಶಯದ ಹೆಚ್ಚುವರಿ ನೀರನ್ನು ಕಾವೇರಿ ನದಿಗೆ ಬಿಡಲಾಗಿದ್ದು, ಕಾವೇರಿ ನದಿ ತೀರದ ಪ್ರದೇಶವಾದ ಕಾರೇಕುರ, ಬಲಮುರಿ, ಶ್ರೀರಂಗಪಟ್ಟಣದ ಪರಿಸರದಲ್ಲಿ ನಿಷೇಧಾಜ್ಞೆ ಜಾರಿ ಮಾಡಲಾಗಿದ್ದು, ಸಾರ್ವಜನಿಕರು ನದಿ ಬಳಿ ತೆರಳದಂತೆ ಸೂಚಿಸಲಾಗಿದೆ. (30, 297, 276, 338)
bridge-dateline: ಶಿವಮೊಗ್ಗ: (28, 1222, 55, 1231)
surrender-box (752, 1062, 918, 1152)
mysore-body2: ಸಂಸ್ಥೆಯ ಶ್ರೀಗಂಧದ ಎಣ್ಣೆ ಉತ್ಪಾದನೆ, ಶ್ರೀಗಂಧದ ಕೃಷಿಗೆ ರೈತರಿಗೆ ಪ್ರೋತ್ಸಾಹ ನೀಡುವ ಯೋಜನೆ ಕುರಿತು ಮಾಹಿತಿ ಪಡೆದರು. ನೂತನ ಘಟಕ ಸ್ಥಾಪನೆ ಬಗ್ಗೆ ಪ್ರಸ್ತಾಪಿಸಲಾಯಿತು. ಸಂಸ್ಥೆಯ ವಹಿವಾಟು ಕಳೆದ ವರ್ಷಕ್ಕಿಂತ ಹೆಚ್ಚಾಗಿದೆ. ಗುಣಮಟ್ಟ ಕಾಪಾಡಿಕೊಳ್ಳಲು ಸೂಚಿಸಿದರು. ಸಂಸ್ಥೆಯ ವ್ಯವಸ್ಥಾಪಕ ನಿರ್ದೇಶಕರು ಹಾಜರಿದ್ದರು. (382, 1076, 556, 1127)
bridge-photo (210, 1222, 376, 1326)
sp-box-body: ಒಂದು ಗ್ಯಾಂಗಿನ ಎದುರಾಳಿ ಕುಟುಂಬದ ನಡುವೆ ಕಳೆದ ಹಲವಾರು ವರ್ಷಗಳಿಂದ ವೈಷಮ್ಯ ಇದ್ದು, ಪ್ರತೀಕಾರಕ್ಕಾಗಿ ಈ ಕೃತ್ಯ ನಡೆದಿರುವ ಶಂಕೆ ಇದೆ. ಆರೋಪಿಗಳನ್ನು ಶೀಘ್ರದಲ್ಲೇ ಬಂಧಿಸಲಾಗುವುದು. ಸಾರ್ವಜನಿಕರು ವದಂತಿಗಳಿಗೆ ಕಿವಿಗೊಡಬಾರದು ಎಂದು ಎಸ್‌ಪಿ ತಿಳಿಸಿದ್ದಾರೆ. (758, 859, 912, 910)
sp-box (752, 838, 918, 970)
finger-icon (30, 384, 76, 424)
apmc-dateline: ಬೆಂಗಳೂರು: (396, 1240, 428, 1249)
krs-headline-2: ಕ್ಯೂಸೆಕ್ ನೀರು ಬಿಡುಗಡೆ (26, 122, 214, 150)
apmc-photo-caption: 71 ಸಾವಿರ ಕೋಟಿ ರೂ. ದಾಖಲೆ ವಹಿವಾಟು (576, 1332, 684, 1341)
bullet-arrow-icon: ➤ (752, 1268, 759, 1277)
photo-tag-line1: ಕಾವೇರಿ (532, 99, 552, 108)
bridge-caption-body: ಮೊದಲ ಹಂತದ ಟೆಸ್ಟ್ ಡಾಕ್ ಕರೆದಿದ್ದೇವೆ. ಎರಡನೇ ಹಂತದ ಪರೀಕ್ಷೆಗೆ ಅನುಮತಿ ಕೋರಲಾಗಿದೆ. 100 ಟನ್ ಭಾರದ ಲೋಡ್ ಪರೀಕ್ಷೆ ನಡೆದಿದ್ದು, ಸೇತುವೆಯ ಸಾಮರ್ಥ್ಯವನ್ನು ಪರಿಶೀಲಿಸಲಾಗಿದೆ. ತಜ್ಞರ ವರದಿಯ ನಂತರ ಸಂಚಾರಕ್ಕೆ ಮುಕ್ತಗೊಳಿಸಲಾಗುವುದು ಎಂದು ಅಧಿಕಾರಿಗಳು ತಿಳಿಸಿದ್ದಾರೆ. (216, 1350, 370, 1401)
apmc-column-rule (386, 1166, 387, 1460)
bridge-body (28, 1222, 204, 1458)
dam-photo-caption: ಮಂಡ್ಯ ಜಿಲ್ಲೆಯ ಕೆಆರ್‌ಎಸ್ ಜಲಾಶಯದಿಂದ ಕಾವೇರಿ ನದಿಗೆ 30 ಸಾವಿರ ಕ್ಯೂಸೆಕ್ ನೀರು ಹರಿ ಬಿಡಲಾಗಿದ್ದು, ಜಲಾಶಯದ ಸ್ಪಷ್ಟ 80 ಅಡಿ ಮಟ್ಟದ ಗೇಟ್‌ಗಳ ಮೂಲಕ ನದಿಗೆ ನೀರು ಹರಿಯುತ್ತಿರುವ ದೃಶ್ಯ. (285, 339, 657, 358)
kiru-h1a: ಇಂದು ದಸರಾ (96, 432, 155, 447)
simms-box-dateline: ಶಿವಮೊಗ್ಗ: (366, 883, 393, 892)
halavu-body: ಹೊ.ವೆ. ಶೇಷಾದ್ರಿ, ಅಡ್ವಾಣಿ ಮತ್ತು ಸಂಘಪರಿವಾರದ ನೇತೃತ್ವದಲ್ಲಿ ನಮ್ಮ ಹಂತ ಏರಿಸಿದರು. ಈ ರಾಷ್ಟ್ರೋತ್ಥಾನ ಪರಿಷತ್ ಮೂಲಕ ನಡೆದ ಹೋರಾಟದಲ್ಲಿ ಭಾಗವಹಿಸಿದ್ದ ಸೂರ್ಯನಾರಾಯಣ ಭಟ್, ಹೊ.ವೆ. ಶೇಷಾದ್ರಿ ಅವರನ್ನು ನೆನೆಯಲಾಯಿತು. ಅಂದಿನ ದಿನಗಳಲ್ಲಿ ಸಂಘದ ಕಾರ್ಯಕರ್ತರು ಮನೆಮನೆಗೆ ತೆರಳಿ ಜನಜಾಗೃತಿ ಮೂಡಿಸಿದರು. ಸುಮಾರು ಇನ್ನೂರಕ್ಕೂ ಹೆಚ್ಚು ಜನರು ಕರ್ನಾಟಕದಲ್ಲಿ ಬಂಧನಕ್ಕೊಳಗಾದರು. ಜೈಲಿನಲ್ಲಿದ್ದ ಸಂದರ್ಭದಲ್ಲಿಯೂ ಅವರು ಶಿಸ್ತು ಮತ್ತು ಸಂಸ್ಕಾರ ಬಿಡಲಿಲ್ಲ. ತುರ್ತು ಪರಿಸ್ಥಿತಿ ಹಿಂತೆಗೆದ ನಂತರ ನಡೆದ ಚುನಾವಣೆಯಲ್ಲಿ ಜನತಾ ಪಕ್ಷ ಭರ್ಜರಿ ಜಯ ಗಳಿಸಿತು. ಇದು ಪ್ರಜಾಪ್ರಭುತ್ವದ ವಿಜಯ ಎಂದು ಬಣ್ಣಿಸಲಾಯಿತು. ಈ ನೆನಪುಗಳನ್ನು ಹೊಸ ಪೀಳಿಗೆಗೆ ತಲುಪಿಸುವ ಕೆಲಸ ನಡೆಯಬೇಕಿದೆ. ಶಾಲಾ ಕಾಲೇಜುಗಳಲ್ಲಿ ಈ ಕುರಿತು ಉಪನ್ಯಾಸ ಏರ್ಪಡಿಸಬೇಕು ಎಂದು ಸಲಹೆ ನೀಡಿದರು. (646, 492, 916, 574)
simms-body (206, 862, 356, 1042)
masthead-city: ಶಿವಮೊಗ್ಗ (62, 74, 90, 84)
simms-headline-1: ಸಿಮ್ಸ್ ನಿರ್ದೇಶಕ ಡಾ. ವಿರೂಪಾಕ್ಷಪ್ಪ ಭರವಸೆ (224, 808, 466, 828)
simms-headline-2: ಅಶ್ವಿನ್ ಹೆಬ್ಬಾರ್ ವಿರುದ್ಧ ಕಾನೂನು ಕ್ರಮ (206, 830, 517, 858)
mysore-dateline: ಬೆಂಗಳೂರು: (206, 1076, 238, 1085)
dhaba-body (642, 838, 748, 1120)
apmc-headline: ಎಪಿಎಂಸಿ ಆಸ್ತಿ ಉಳಿಸಲು ವಾರ್ಷಿಕ ₹20 ಕೋ. (396, 1190, 843, 1224)
